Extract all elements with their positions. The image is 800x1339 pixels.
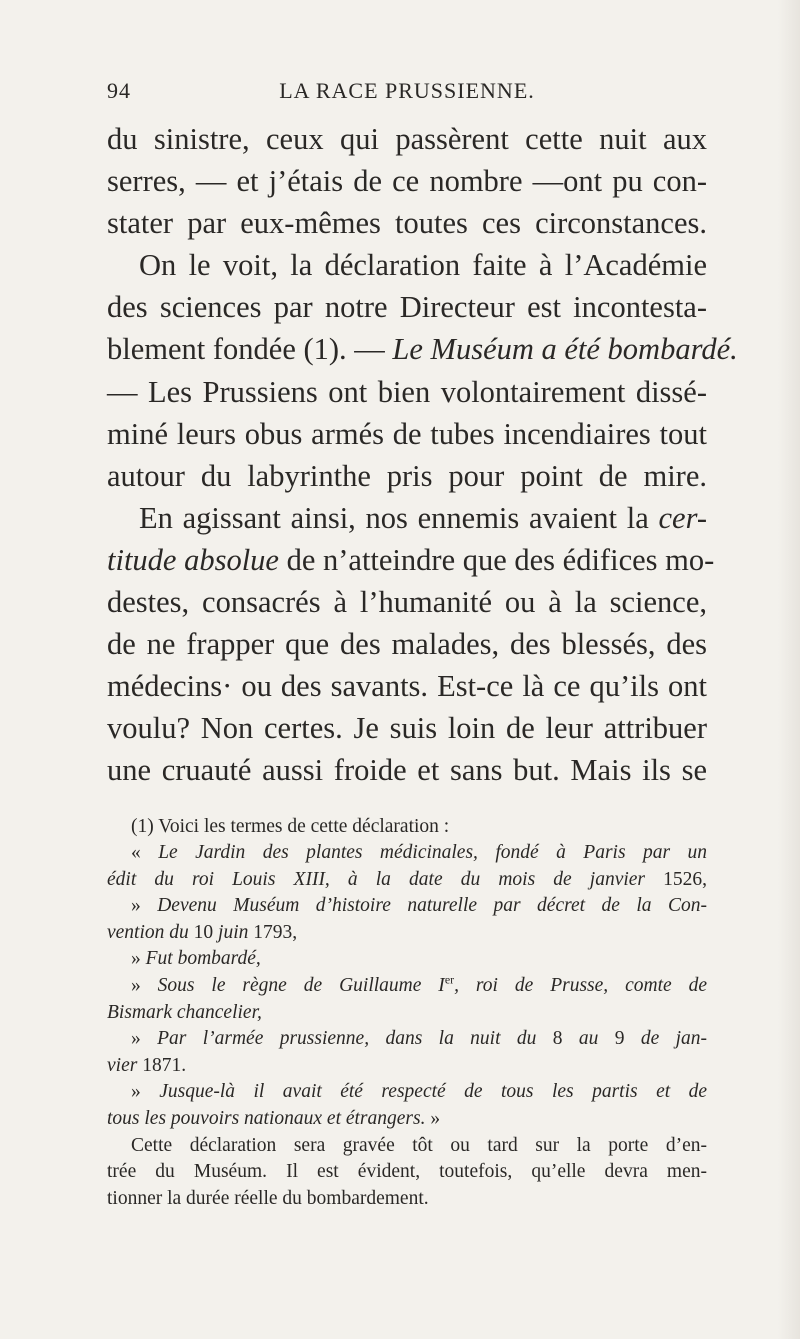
italic-text: Le Jardin des plantes médicinales, fondé à Paris par un [158, 842, 707, 864]
text-line: stater par eux-mêmes toutes ces circonstances. [107, 206, 707, 241]
text-span: 1793, [248, 921, 298, 943]
footnote-line [107, 1053, 707, 1080]
text-span: » [131, 975, 158, 997]
italic-text: Jusque-là il avait été respecté de tous les partis et de [159, 1081, 708, 1103]
footnote-line [107, 1106, 707, 1133]
text-line: une cruauté aussi froide et sans but. Mais ils se [107, 753, 707, 788]
text-span: blement fondée (1). — [107, 332, 393, 367]
footnote-line: Cette déclaration sera gravée tôt ou tard sur la porte d’en- [131, 1134, 707, 1156]
text-line [107, 539, 715, 581]
text-span: « [131, 842, 159, 864]
footnote-line [107, 867, 707, 894]
text-span: » [425, 1108, 441, 1130]
footnote-line [107, 973, 707, 1000]
text-span: 9 [598, 1028, 641, 1050]
text-line: On le voit, la déclaration faite à l’Académie [139, 248, 707, 283]
footnote-line [107, 893, 707, 920]
text-span: » [131, 948, 146, 970]
page-edge-shadow [778, 0, 800, 1339]
text-line: voulu? Non certes. Je suis loin de leur attribuer [107, 711, 707, 746]
text-line: — Les Prussiens ont bien volontairement dissé- [107, 374, 707, 409]
italic-text: juin [218, 921, 249, 943]
text-line: serres, — et j’étais de ce nombre —ont pu con- [107, 164, 707, 199]
italic-text: Le Muséum a été bombardé. [392, 332, 738, 367]
text-line: autour du labyrinthe pris pour point de mire. [107, 458, 707, 493]
superscript: er [444, 972, 455, 987]
text-line: destes, consacrés à l’humanité ou à la science, [107, 585, 707, 620]
text-span: » [131, 1028, 158, 1050]
footnote-line [107, 1079, 707, 1106]
text-span: En agissant ainsi, nos ennemis avaient la [139, 500, 659, 535]
text-line: des sciences par notre Directeur est incontesta- [107, 290, 707, 325]
text-line: médecins· ou des savants. Est-ce là ce qu’ils ont [107, 669, 707, 704]
book-page [107, 78, 738, 1212]
text-line: du sinistre, ceux qui passèrent cette nuit aux [107, 122, 707, 156]
italic-text: édit du roi Louis XIII, à la date du mois de janvier [107, 868, 646, 890]
footnote-line [107, 840, 707, 867]
text-span: 1526, [645, 868, 707, 890]
italic-text: Bismark chancelier, [107, 1001, 262, 1023]
italic-text: Par l’armée prussienne, dans la nuit du [157, 1028, 537, 1050]
text-line [107, 328, 738, 370]
italic-text: Fut bombardé, [145, 948, 261, 970]
footnote-line: trée du Muséum. Il est évident, toutefois, qu’elle devra men- [107, 1161, 707, 1183]
footnote-line [107, 946, 707, 973]
italic-text: Sous le règne de Guillaume I [157, 975, 445, 997]
italic-text: cer- [658, 500, 707, 535]
footnote-line: tionner la durée réelle du bombardement. [107, 1187, 429, 1209]
page-header [107, 78, 707, 110]
italic-text: titude absolue [107, 542, 279, 577]
page-number: 94 [107, 78, 131, 103]
text-line: miné leurs obus armés de tubes incendiaires tout [107, 416, 707, 451]
text-span: 8 [536, 1028, 579, 1050]
body-text [107, 118, 738, 792]
italic-text: de jan- [640, 1028, 707, 1050]
text-span: 10 [188, 921, 219, 943]
text-span: » [131, 895, 158, 917]
italic-text: vier [107, 1054, 138, 1076]
footnote-line [107, 1000, 707, 1027]
text-span: 1871. [137, 1054, 187, 1076]
running-title: LA RACE PRUSSIENNE. [279, 78, 535, 103]
footnote-line [107, 920, 707, 947]
italic-text: vention du [107, 921, 189, 943]
text-span: » [131, 1081, 160, 1103]
italic-text: , roi de Prusse, comte de [454, 975, 707, 997]
italic-text: Devenu Muséum d’histoire naturelle par décret de la Con- [157, 895, 708, 917]
footnote-line: (1) Voici les termes de cette déclaration : [131, 815, 450, 837]
footnote-line [107, 1026, 707, 1053]
footnote [107, 814, 707, 1213]
italic-text: tous les pouvoirs nationaux et étrangers. [107, 1108, 426, 1130]
text-span: de n’atteindre que des édifices mo- [278, 542, 715, 577]
italic-text: au [578, 1028, 599, 1050]
text-line [107, 497, 707, 539]
text-line: de ne frapper que des malades, des blessés, des [107, 627, 707, 662]
